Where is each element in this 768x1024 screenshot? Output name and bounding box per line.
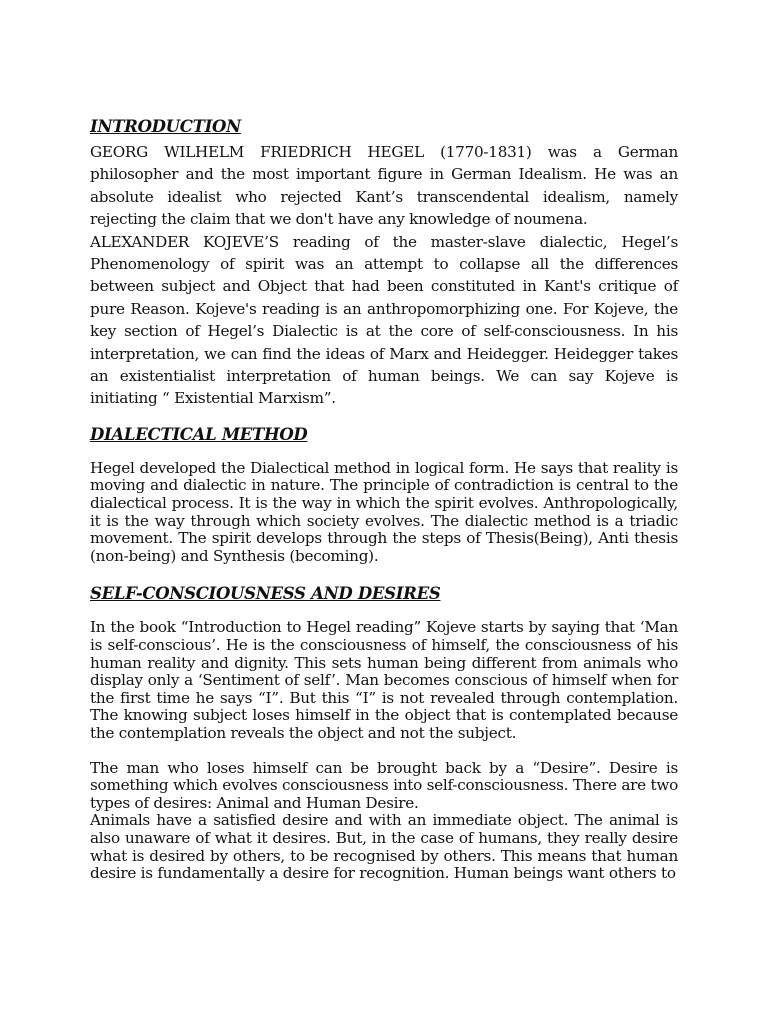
paragraph-desire-intro: The man who loses himself can be brought back by a “Desire”. Desire is something which evolves consciousness into self-consciousness. There are two types of desires: Animal and Human Desire. [90, 758, 678, 812]
section-heading-self-consciousness: SELF-CONSCIOUSNESS AND DESIRES [90, 584, 441, 604]
paragraph-man-self-conscious: In the book “Introduction to Hegel reading” Kojeve starts by saying that ‘Man is self-conscious’. He is the consciousness of himself, the consciousness of his human reality and dignity. This sets human being different from animals who display only a ‘Sentiment of self’. Man becomes conscious of himself when for the first time he says “I”. But this “I” is not revealed through contemplation. The knowing subject loses himself in the object that is contemplated because the contemplation reveals the object and not the subject. [90, 618, 678, 742]
section-heading-introduction: INTRODUCTION [90, 117, 241, 136]
section-heading-dialectical-method: DIALECTICAL METHOD [90, 424, 308, 444]
paragraph-dialectical-method: Hegel developed the Dialectical method in logical form. He says that reality is moving and dialectic in nature. The principle of contradiction is central to the dialectical process. It is the way in which the spirit evolves. Anthropologically, it is the way through which society evolves. The dialectic method is a triadic movement. The spirit develops through the steps of Thesis(Being), Anti thesis (non-being) and Synthesis (becoming). [90, 458, 678, 565]
paragraph-hegel-intro: GEORG WILHELM FRIEDRICH HEGEL (1770-1831) was a German philosopher and the most important figure in German Idealism. He was an absolute idealist who rejected Kant’s transcendental idealism, namely rejecting the claim that we don't have any knowledge of noumena. [90, 143, 678, 229]
paragraph-kojeve-reading: ALEXANDER KOJEVE’S reading of the master-slave dialectic, Hegel’s Phenomenology of spirit was an attempt to collapse all the differences between subject and Object that had been constituted in Kant's critique of pure Reason. Kojeve's reading is an anthropomorphizing one. For Kojeve, the key section of Hegel’s Dialectic is at the core of self-consciousness. In his interpretation, we can find the ideas of Marx and Heidegger. Heidegger takes an existentialist interpretation of human beings. We can say Kojeve is initiating “ Existential Marxism”. [90, 232, 678, 408]
paragraph-animal-human-desire: Animals have a satisfied desire and with an immediate object. The animal is also unaware of what it desires. But, in the case of humans, they really desire what is desired by others, to be recognised by others. This means that human desire is fundamentally a desire for recognition. Human beings want others to [90, 811, 678, 883]
document-page [90, 112, 678, 883]
